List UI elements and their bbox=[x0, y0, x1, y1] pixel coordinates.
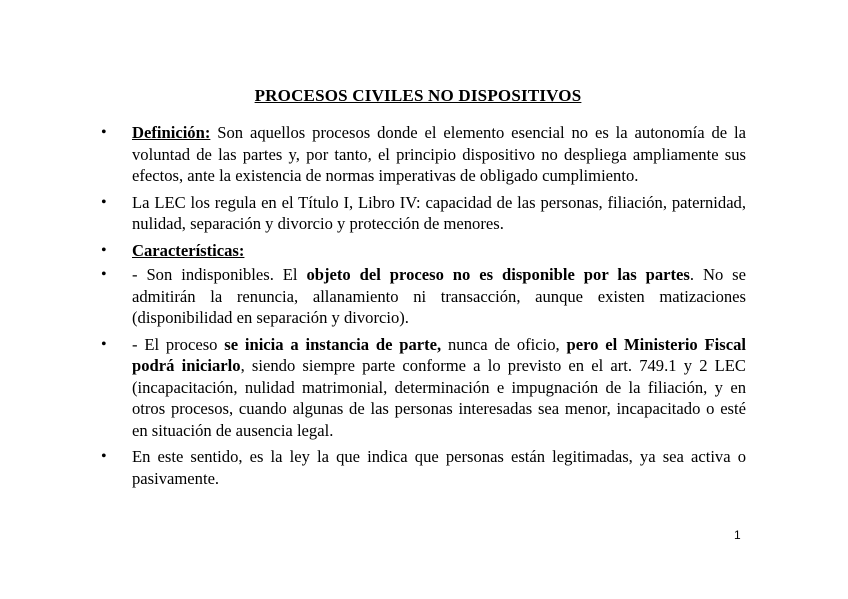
bullet-icon: • bbox=[101, 266, 107, 283]
lec-text: La LEC los regula en el Título I, Libro IV: capacidad de las personas, filiación, paternidad, nulidad, separación y divorcio y protección de menores. bbox=[132, 192, 746, 233]
page-title: PROCESOS CIVILES NO DISPOSITIVOS bbox=[254, 86, 582, 105]
inicio-bold-1: se inicia a instancia de parte, bbox=[224, 334, 442, 354]
page-number: 1 bbox=[734, 528, 741, 542]
indisponibles-text-1: - Son indisponibles. El bbox=[132, 265, 307, 284]
inicio-text-1: - El proceso bbox=[132, 334, 225, 354]
bullet-icon: • bbox=[101, 193, 107, 211]
caracteristicas-label: Características: bbox=[132, 240, 245, 260]
list-item-caracteristicas bbox=[100, 240, 746, 262]
definicion-label: Definición: bbox=[132, 123, 211, 142]
bullet-icon: • bbox=[101, 241, 107, 259]
list-item-inicio bbox=[100, 334, 746, 442]
list-item-definicion bbox=[100, 122, 746, 187]
definicion-text: Son aquellos procesos donde el elemento esencial no es la autonomía de la voluntad de las partes y, por tanto, el principio dispositivo no despliega ampliamente sus efectos, ante la existencia de normas imperativas de obligado cumplimiento. bbox=[132, 123, 746, 185]
bullet-icon: • bbox=[101, 335, 107, 353]
list-item-legitimacion bbox=[100, 446, 746, 489]
list-item-lec bbox=[100, 192, 746, 235]
bullet-list bbox=[100, 122, 746, 494]
inicio-text-2: nunca de oficio, bbox=[441, 334, 567, 354]
inicio-bold-2: pero el Ministerio Fiscal podrá iniciarlo bbox=[132, 334, 746, 375]
bullet-icon: • bbox=[101, 124, 107, 141]
list-item-indisponibles bbox=[100, 264, 746, 329]
legitimacion-text: En este sentido, es la ley la que indica que personas están legitimadas, ya sea activa o pasivamente. bbox=[132, 447, 746, 488]
indisponibles-text-2: . No se admitirán la renuncia, allanamiento ni transacción, aunque existen matizaciones (disponibilidad en separación y divorcio). bbox=[132, 265, 746, 327]
indisponibles-bold: objeto del proceso no es disponible por las partes bbox=[306, 265, 690, 284]
inicio-text-3: , siendo siempre parte conforme a lo previsto en el art. 749.1 y 2 LEC (incapacitación, nulidad matrimonial, determinación e impugnación de la filiación, y en otros procesos, cuando algunas de las personas interesadas sea menor, incapacitado o esté en situación de ausencia legal. bbox=[132, 356, 746, 440]
bullet-icon: • bbox=[101, 448, 107, 465]
